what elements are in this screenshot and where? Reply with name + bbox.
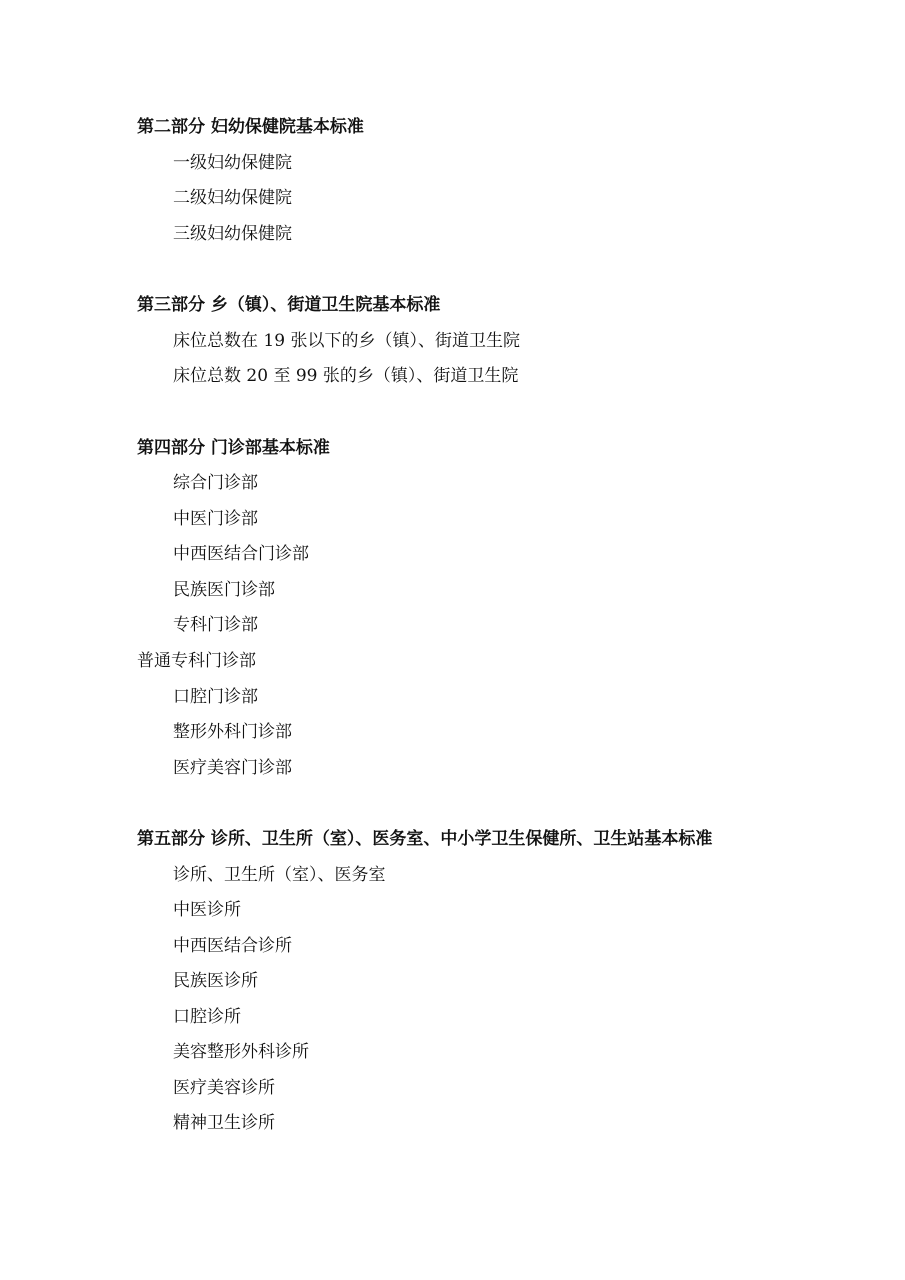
section-2-item-3: 三级妇幼保健院 <box>173 224 292 244</box>
section-5-item-4: 民族医诊所 <box>173 971 258 991</box>
section-4-item-3: 中西医结合门诊部 <box>173 544 309 564</box>
section-5-heading: 第五部分 诊所、卫生所（室）、医务室、中小学卫生保健所、卫生站基本标准 <box>137 829 713 849</box>
section-4-item-2: 中医门诊部 <box>173 509 258 529</box>
section-5-item-5: 口腔诊所 <box>173 1007 241 1027</box>
section-4-heading: 第四部分 门诊部基本标准 <box>137 438 330 458</box>
section-3-heading: 第三部分 乡（镇）、街道卫生院基本标准 <box>137 295 441 315</box>
section-4-item-9: 医疗美容门诊部 <box>173 758 292 778</box>
section-5-item-1: 诊所、卫生所（室）、医务室 <box>173 865 386 885</box>
section-4-item-6: 普通专科门诊部 <box>137 651 256 671</box>
section-4-item-8: 整形外科门诊部 <box>173 722 292 742</box>
section-5-item-2: 中医诊所 <box>173 900 241 920</box>
section-5-item-6: 美容整形外科诊所 <box>173 1042 309 1062</box>
section-5-item-7: 医疗美容诊所 <box>173 1078 275 1098</box>
section-3-item-1: 床位总数在 19 张以下的乡（镇）、街道卫生院 <box>173 331 520 351</box>
section-5-item-3: 中西医结合诊所 <box>173 936 292 956</box>
section-3-item-2: 床位总数 20 至 99 张的乡（镇）、街道卫生院 <box>173 366 519 386</box>
section-2-heading: 第二部分 妇幼保健院基本标准 <box>137 117 364 137</box>
section-2-item-1: 一级妇幼保健院 <box>173 153 292 173</box>
section-4-item-4: 民族医门诊部 <box>173 580 275 600</box>
section-2-item-2: 二级妇幼保健院 <box>173 188 292 208</box>
section-5-item-8: 精神卫生诊所 <box>173 1113 275 1133</box>
section-4-item-5: 专科门诊部 <box>173 615 258 635</box>
section-4-item-1: 综合门诊部 <box>173 473 258 493</box>
section-4-item-7: 口腔门诊部 <box>173 687 258 707</box>
